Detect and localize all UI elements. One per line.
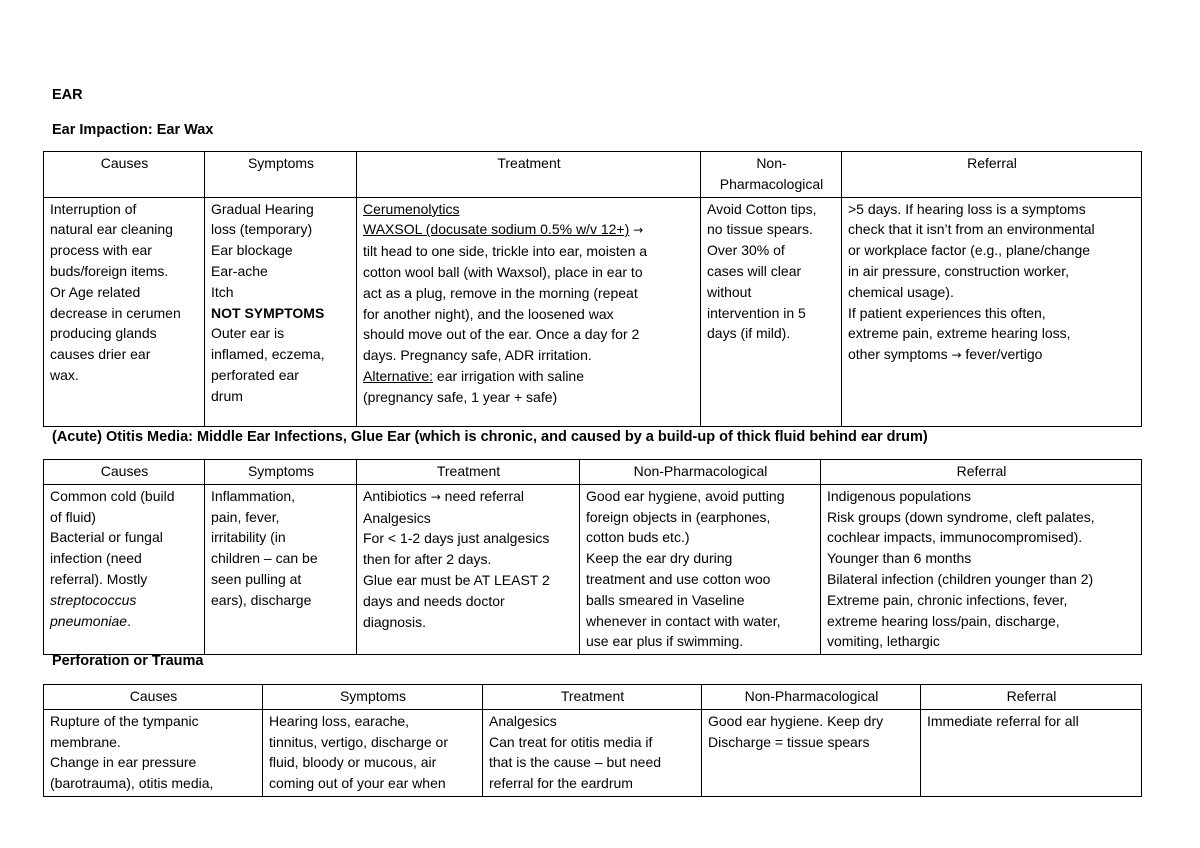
header-non-pharmacological: Non-Pharmacological (702, 685, 921, 710)
treatment-title: Cerumenolytics (363, 200, 460, 217)
header-symptoms: Symptoms (205, 460, 357, 485)
cell-treatment: Analgesics Can treat for otitis media if that is the cause – but need referral for the eardrum (483, 709, 702, 796)
cell-non-pharmacological: Avoid Cotton tips, no tissue spears. Over 30% of cases will clear without intervention in 5 days (if mild). (701, 197, 842, 426)
ear-wax-table (43, 151, 1142, 427)
header-referral: Referral (821, 460, 1142, 485)
cell-symptoms: Gradual Hearing loss (temporary) Ear blockage Ear-ache Itch NOT SYMPTOMS Outer ear is inflamed, eczema, perforated ear drum (205, 197, 357, 426)
cell-symptoms: Inflammation, pain, fever, irritability (in children – can be seen pulling at ears), discharge (205, 484, 357, 654)
arrow-icon: → (633, 223, 644, 238)
section-heading-perforation: Perforation or Trauma (52, 653, 204, 669)
arrow-icon: → (951, 348, 962, 363)
cell-symptoms: Hearing loss, earache, tinnitus, vertigo, discharge or fluid, bloody or mucous, air coming out of your ear when (263, 709, 483, 796)
page-title: EAR (52, 87, 83, 103)
table-row (44, 709, 1142, 796)
header-treatment: Treatment (357, 152, 701, 198)
cell-causes: Interruption of natural ear cleaning process with ear buds/foreign items. Or Age related decrease in cerumen producing glands causes drier ear wax. (44, 197, 205, 426)
alternative-label: Alternative: (363, 367, 434, 384)
header-treatment: Treatment (357, 460, 580, 485)
cell-non-pharmacological: Good ear hygiene. Keep dry Discharge = tissue spears (702, 709, 921, 796)
header-referral: Referral (921, 685, 1142, 710)
table-header-row (44, 685, 1142, 710)
cell-referral: >5 days. If hearing loss is a symptoms check that it isn’t from an environmental or workplace factor (e.g., plane/change in air pressure, construction worker, chemical usage). If patient experiences this often, extreme pain, extreme hearing loss, other symptoms → fever/vertigo (842, 197, 1142, 426)
header-non-pharmacological: Non-Pharmacological (580, 460, 821, 485)
cell-causes: Rupture of the tympanic membrane. Change in ear pressure (barotrauma), otitis media, (44, 709, 263, 796)
cell-non-pharmacological: Good ear hygiene, avoid putting foreign objects in (earphones, cotton buds etc.) Keep the ear dry during treatment and use cotton woo balls smeared in Vaseline whenever in contact with water, use ear plus if swimming. (580, 484, 821, 654)
treatment-product: WAXSOL (docusate sodium 0.5% w/v 12+) (363, 221, 630, 238)
cell-treatment: Cerumenolytics WAXSOL (docusate sodium 0.5% w/v 12+) → tilt head to one side, trickle into ear, moisten a cotton wool ball (with Waxsol), place in ear to act as a plug, remove in the morning (repeat for another night), and the loosened wax should move out of the ear. Once a day for 2 days. Pregnancy safe, ADR irritation. Alternative: ear irrigation with saline (pregnancy safe, 1 year + safe) (357, 197, 701, 426)
table-header-row (44, 152, 1142, 198)
header-symptoms: Symptoms (205, 152, 357, 198)
table-header-row (44, 460, 1142, 485)
table-row (44, 197, 1142, 426)
cell-referral: Immediate referral for all (921, 709, 1142, 796)
header-non-pharmacological: Non- Pharmacological (701, 152, 842, 198)
section-heading-ear-wax: Ear Impaction: Ear Wax (52, 122, 214, 138)
perforation-trauma-table (43, 684, 1142, 797)
otitis-media-table (43, 459, 1142, 655)
header-treatment: Treatment (483, 685, 702, 710)
table-row (44, 484, 1142, 654)
cell-treatment: Antibiotics → need referral Analgesics For < 1-2 days just analgesics then for after 2 days. Glue ear must be AT LEAST 2 days and needs doctor diagnosis. (357, 484, 580, 654)
header-causes: Causes (44, 685, 263, 710)
cell-referral: Indigenous populations Risk groups (down syndrome, cleft palates, cochlear impacts, immunocompromised). Younger than 6 months Bilateral infection (children younger than 2) Extreme pain, chronic infections, fever, extreme hearing loss/pain, discharge, vomiting, lethargic (821, 484, 1142, 654)
section-heading-otitis-media: (Acute) Otitis Media: Middle Ear Infections, Glue Ear (which is chronic, and caused by a build-up of thick fluid behind ear drum) (52, 429, 928, 445)
header-causes: Causes (44, 152, 205, 198)
cell-causes: Common cold (build of fluid) Bacterial or fungal infection (need referral). Mostly streptococcus pneumoniae. (44, 484, 205, 654)
header-referral: Referral (842, 152, 1142, 198)
header-symptoms: Symptoms (263, 685, 483, 710)
arrow-icon: → (430, 489, 441, 504)
header-causes: Causes (44, 460, 205, 485)
not-symptoms-label: NOT SYMPTOMS (211, 304, 325, 321)
